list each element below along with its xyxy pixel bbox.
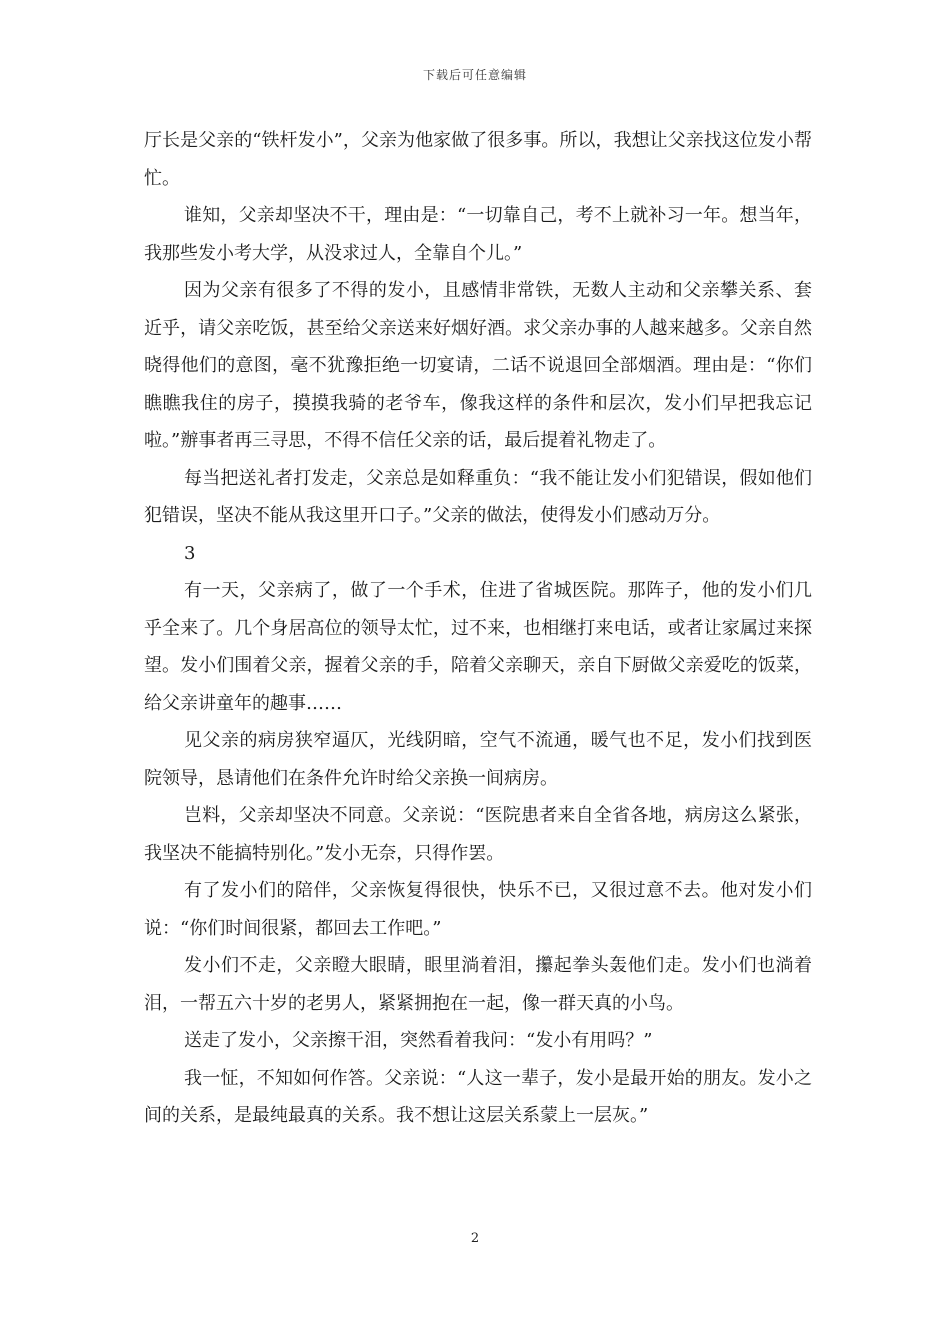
paragraph: 岂料，父亲却坚决不同意。父亲说：“医院患者来自全省各地，病房这么紧张，我坚决不能搞特别化。”发小无奈，只得作罢。: [144, 805, 812, 864]
page-number: 2: [470, 1231, 480, 1246]
paragraph: 送走了发小，父亲擦干泪，突然看着我问：“发小有用吗？”: [184, 1030, 653, 1051]
paragraph: 见父亲的病房狭窄逼仄，光线阴暗，空气不流通，暖气也不足，发小们找到医院领导，恳请他们在条件允许时给父亲换一间病房。: [144, 730, 812, 789]
paragraph: 谁知，父亲却坚决不干，理由是：“一切靠自己，考不上就补习一年。想当年，我那些发小考大学，从没求过人，全靠自个儿。”: [144, 205, 812, 264]
paragraph: 我一怔，不知如何作答。父亲说：“人这一辈子，发小是最开始的朋友。发小之间的关系，是最纯最真的关系。我不想让这层关系蒙上一层灰。”: [144, 1067, 812, 1126]
paragraph: 有一天，父亲病了，做了一个手术，住进了省城医院。那阵子，他的发小们几乎全来了。几个身居高位的领导太忙，过不来，也相继打来电话，或者让家属过来探望。发小们围着父亲，握着父亲的手，陪着父亲聊天，亲自下厨做父亲爱吃的饭菜，给父亲讲童年的趣事……: [144, 580, 812, 714]
paragraph: 因为父亲有很多了不得的发小，且感情非常铁，无数人主动和父亲攀关系、套近乎，请父亲吃饭，甚至给父亲送来好烟好酒。求父亲办事的人越来越多。父亲自然晓得他们的意图，毫不犹豫拒绝一切宴请，二话不说退回全部烟酒。理由是：“你们瞧瞧我住的房子，摸摸我骑的老爷车，像我这样的条件和层次，发小们早把我忘记啦。”辦事者再三寻思，不得不信任父亲的话，最后提着礼物走了。: [144, 280, 812, 451]
paragraph: 每当把送礼者打发走，父亲总是如释重负：“我不能让发小们犯错误，假如他们犯错误，坚决不能从我这里开口子。”父亲的做法，使得发小们感动万分。: [144, 467, 812, 526]
paragraph: 有了发小们的陪伴，父亲恢复得很快，快乐不已，又很过意不去。他对发小们说：“你们时间很紧，都回去工作吧。”: [144, 880, 812, 939]
document-body: [144, 122, 812, 1135]
paragraph: 发小们不走，父亲瞪大眼睛，眼里淌着泪，攥起拳头轰他们走。发小们也淌着泪，一帮五六十岁的老男人，紧紧拥抱在一起，像一群天真的小鸟。: [144, 955, 812, 1014]
page-header: 下载后可任意编辑: [422, 68, 527, 82]
section-number: 3: [184, 542, 196, 564]
paragraph: 厅长是父亲的“铁杆发小”，父亲为他家做了很多事。所以，我想让父亲找这位发小帮忙。: [144, 130, 812, 189]
